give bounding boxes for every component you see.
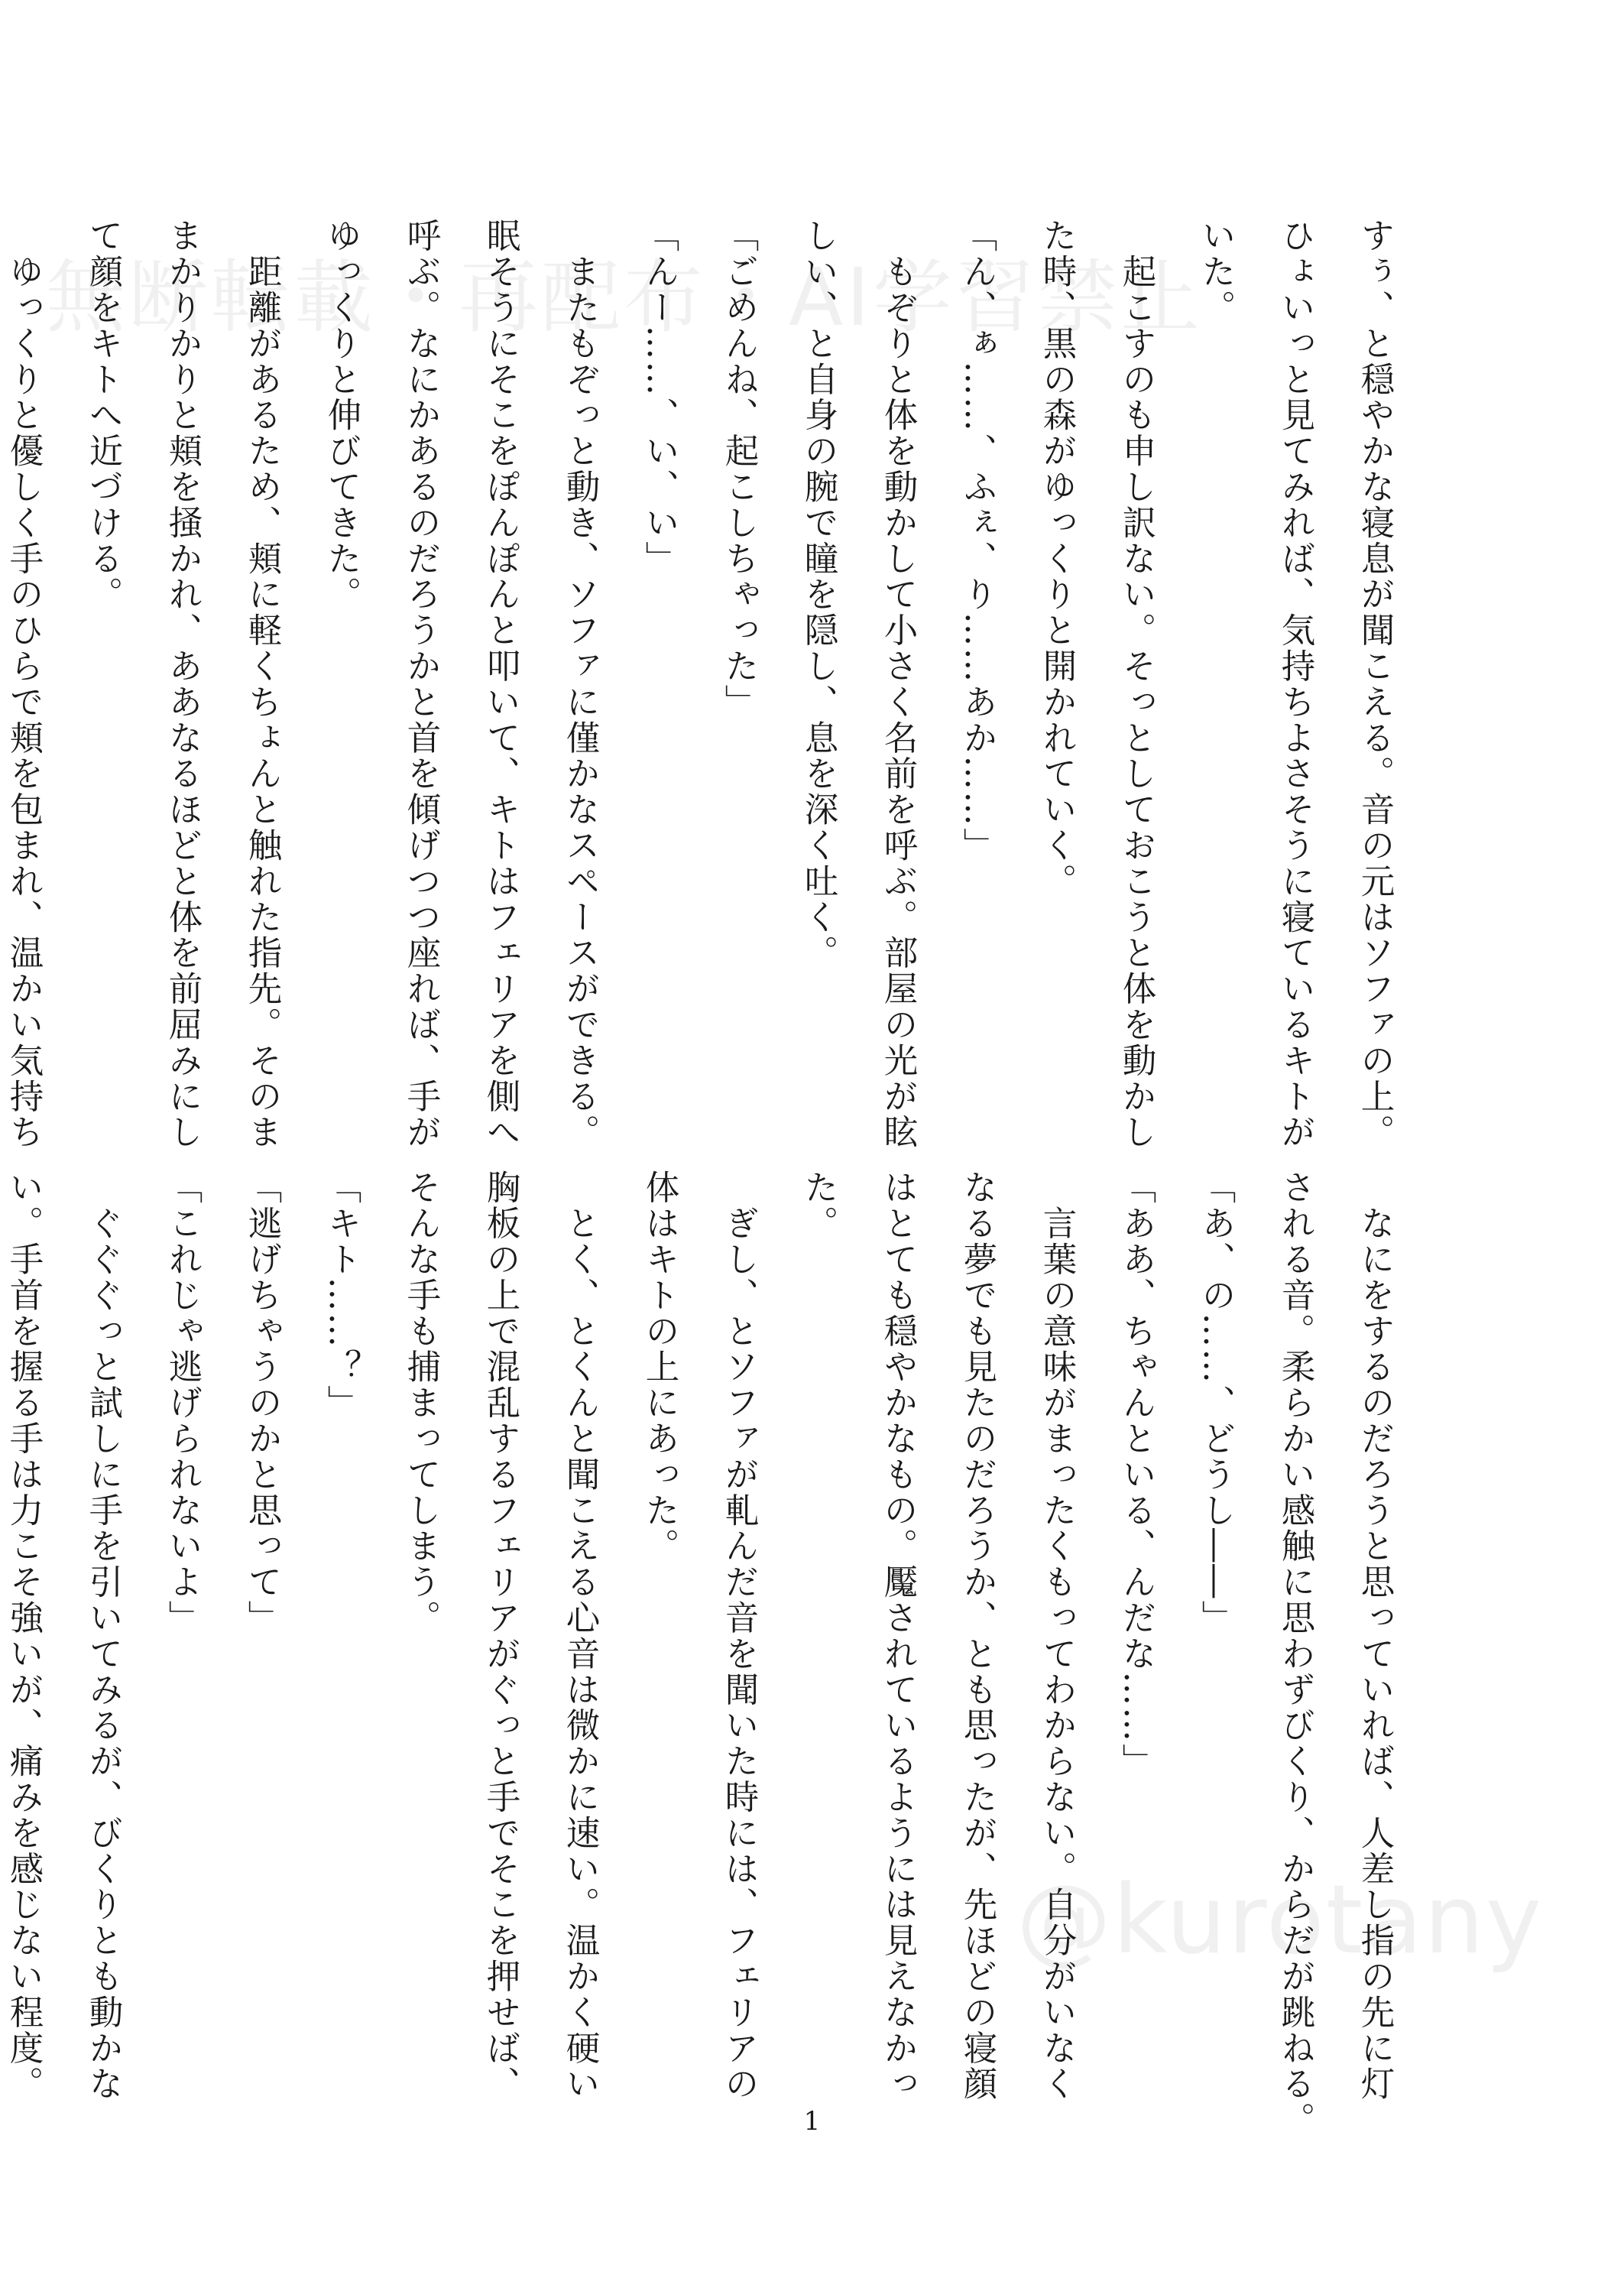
text-column: 「ん、ぁ……、ふぇ、り……あか……」 <box>958 218 997 864</box>
text-column: いた。 <box>1196 218 1235 326</box>
text-column: ひょいっと見てみれば、気持ちよさそうに寝ているキトが <box>1276 218 1314 1150</box>
text-column: 「んー……、い、い」 <box>640 218 679 576</box>
text-column: なる夢でも見たのだろうか、とも思ったが、先ほどの寝顔 <box>958 1170 997 2102</box>
text-column: される音。柔らかい感触に思わずびくり、からだが跳ねる。 <box>1276 1170 1314 2138</box>
text-column: ぐぐぐっと試しに手を引いてみるが、びくりとも動かな <box>83 1170 122 2102</box>
text-column: とく、とくんと聞こえる心音は微かに速い。温かく硬い <box>560 1170 599 2102</box>
text-column: ゆっくりと伸びてきた。 <box>322 218 361 612</box>
text-column: た時、黒の森がゆっくりと開かれていく。 <box>1037 218 1076 900</box>
text-column: 呼ぶ。なにかあるのだろうかと首を傾げつつ座れば、手が <box>401 218 440 1150</box>
watermark-bottom: @kurotany <box>1016 1865 1544 1975</box>
text-column: 「あ、の……、どうし――」 <box>1196 1170 1235 1636</box>
text-block-top <box>4 218 1414 1150</box>
text-column: なにをするのだろうと思っていれば、人差し指の先に灯 <box>1355 1170 1394 2102</box>
text-column: 胸板の上で混乱するフェリアがぐっと手でそこを押せば、 <box>481 1170 520 2102</box>
text-column: 「逃げちゃうのかと思って」 <box>242 1170 281 1636</box>
text-column: ぎし、とソファが軋んだ音を聞いた時には、フェリアの <box>719 1170 758 2102</box>
text-column: い。手首を握る手は力こそ強いが、痛みを感じない程度。 <box>4 1170 43 2102</box>
text-column: はとても穏やかなもの。魘されているようには見えなかっ <box>878 1170 917 2102</box>
text-column: まかりかりと頬を掻かれ、ああなるほどと体を前屈みにし <box>163 218 202 1150</box>
text-column: 言葉の意味がまったくもってわからない。自分がいなく <box>1037 1170 1076 2102</box>
text-column: 体はキトの上にあった。 <box>640 1170 679 1564</box>
text-column: 「キト……？」 <box>322 1170 361 1421</box>
text-column: て顔をキトへ近づける。 <box>83 218 122 612</box>
text-column: 起こすのも申し訳ない。そっとしておこうと体を動かし <box>1117 218 1156 1150</box>
text-column: ゆっくりと優しく手のひらで頬を包まれ、温かい気持ち <box>4 218 43 1150</box>
text-column: またもぞっと動き、ソファに僅かなスペースができる。 <box>560 218 599 1150</box>
watermark-top: 無断転載・再配布・AI学習禁止 <box>46 251 1203 344</box>
text-block-bottom <box>4 1170 1414 2138</box>
text-column: た。 <box>799 1170 838 1241</box>
text-column: 「ああ、ちゃんといる、んだな……」 <box>1117 1170 1156 1780</box>
text-column: そんな手も捕まってしまう。 <box>401 1170 440 1636</box>
text-column: 「これじゃ逃げられないよ」 <box>163 1170 202 1636</box>
text-column: 眠そうにそこをぽんぽんと叩いて、キトはフェリアを側へ <box>481 218 520 1150</box>
text-column: もぞりと体を動かして小さく名前を呼ぶ。部屋の光が眩 <box>878 218 917 1150</box>
page-number: 1 <box>803 2106 821 2137</box>
text-column: しい、と自身の腕で瞳を隠し、息を深く吐く。 <box>799 218 838 971</box>
text-column: 「ごめんね、起こしちゃった」 <box>719 218 758 720</box>
text-column: 距離があるため、頬に軽くちょんと触れた指先。そのま <box>242 218 281 1150</box>
text-column: すぅ、と穏やかな寝息が聞こえる。音の元はソファの上。 <box>1355 218 1394 1150</box>
